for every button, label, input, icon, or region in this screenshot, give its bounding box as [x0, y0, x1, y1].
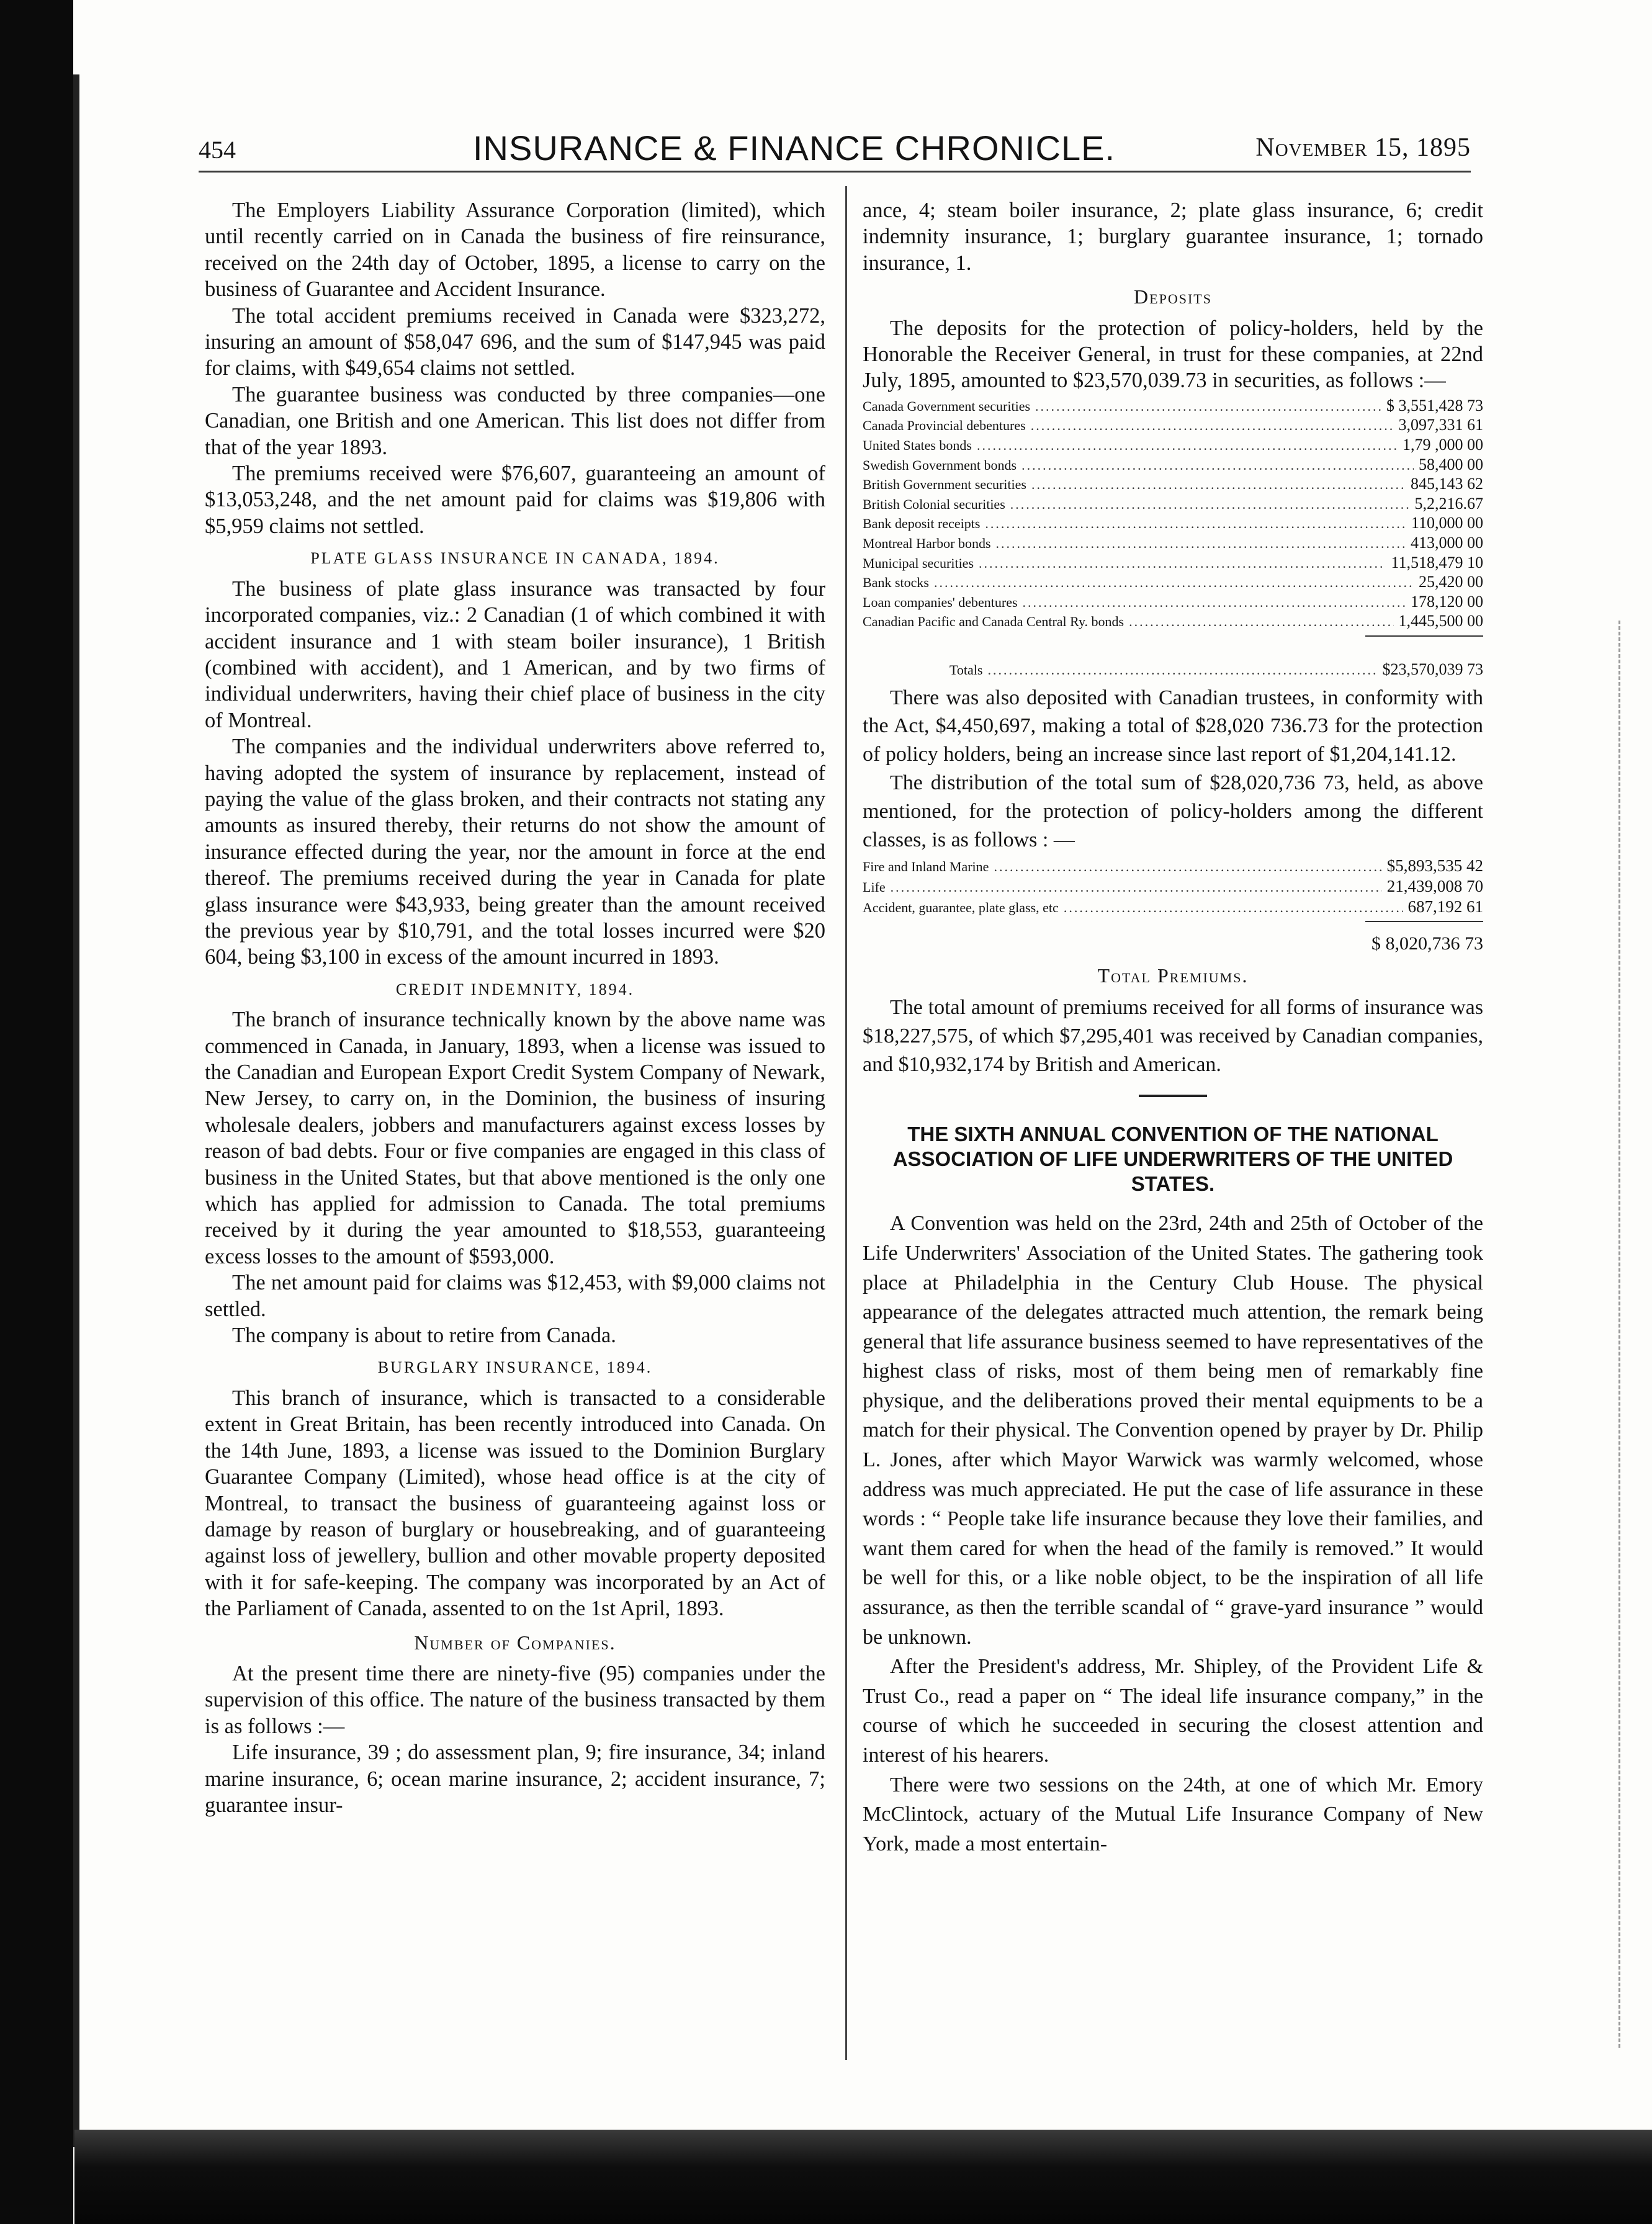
article-heading: THE SIXTH ANNUAL CONVENTION OF THE NATIONAL ASSOCIATION OF LIFE UNDERWRITERS OF THE UNITED STATES. [892, 1123, 1453, 1196]
paragraph: After the President's address, Mr. Shipley, of the Provident Life & Trust Co., read a paper on “ The ideal life insurance company,” in the course of which he succeeded in securing the closest attention and interest of his hearers. [863, 1655, 1483, 1767]
deposit-label: Canada Provincial debentures [863, 418, 1026, 434]
table-row [863, 573, 1483, 593]
table-row [863, 514, 1483, 534]
deposit-value: 25,420 00 [1419, 573, 1483, 591]
deposit-label: Loan companies' debentures [863, 594, 1018, 610]
deposit-label: Municipal securities [863, 555, 974, 571]
table-row [863, 436, 1483, 455]
table-row [863, 856, 1483, 877]
leader-dots [987, 661, 1377, 680]
table-row [863, 416, 1483, 436]
distribution-value: 21,439,008 70 [1386, 876, 1483, 895]
table-row [863, 475, 1483, 495]
paragraph: The branch of insurance technically known by the above name was commenced in Canada, in January, 1893, when a license was issued to the Canadian and European Export Credit System Company of Newark, New Jersey, to carry on, in the Dominion, the business of insuring wholesale dealers, jobbers and manufacturers against excess losses by reason of bad debts. Four or five companies are engaged in this class of business in the United States, but that above mentioned is the only one which has applied for admission to Canada. The total premiums received by it during the year amounted to $18,553, guaranteeing excess losses to the amount of $593,000. [205, 1008, 825, 1268]
deposit-value: $ 3,551,428 73 [1386, 396, 1483, 415]
publication-title: INSURANCE & FINANCE CHRONICLE. [473, 128, 1116, 168]
scan-edge-line [73, 74, 79, 2147]
leader-dots [1031, 475, 1406, 495]
page-number: 454 [199, 136, 236, 164]
leader-dots [1031, 416, 1394, 436]
deposit-value: 413,000 00 [1411, 534, 1483, 552]
table-row [863, 455, 1483, 475]
paragraph: The net amount paid for claims was $12,453, with $9,000 claims not settled. [205, 1271, 825, 1321]
leader-dots [996, 534, 1406, 554]
paragraph: Life insurance, 39 ; do assessment plan, 9; fire insurance, 34; inland marine insurance, 6; ocean marine insurance, 2; accident insurance, 7; guarantee insur- [205, 1741, 825, 1817]
distribution-total: $ 8,020,736 73 [1371, 933, 1483, 954]
deposit-value: 1,79 ,000 00 [1403, 436, 1483, 454]
article-body [863, 1209, 1483, 1859]
paragraph: The company is about to retire from Canada. [232, 1324, 616, 1348]
right-column [863, 197, 1483, 1859]
leader-dots [934, 573, 1414, 593]
paragraph: ance, 4; steam boiler insurance, 2; plate glass insurance, 6; credit indemnity insurance, 1; burglary guarantee insurance, 1; tornado insurance, 1. [863, 199, 1483, 275]
leader-dots [979, 554, 1386, 573]
section-heading-burglary: BURGLARY INSURANCE, 1894. [377, 1358, 653, 1377]
table-row [863, 897, 1483, 918]
deposit-value: 3,097,331 61 [1398, 416, 1483, 434]
leader-dots [994, 858, 1381, 877]
deposit-value: 845,143 62 [1411, 475, 1483, 493]
section-heading-credit-indemnity: CREDIT INDEMNITY, 1894. [395, 980, 635, 998]
paragraph: The distribution of the total sum of $28,020,736 73, held, as above mentioned, for the protection of policy-holders among the different classes, is as follows : — [863, 771, 1483, 851]
section-heading-number-of-companies: Number of Companies. [414, 1631, 616, 1654]
table-row [863, 397, 1483, 416]
deposit-label: Montreal Harbor bonds [863, 536, 991, 551]
deposit-value: 178,120 00 [1411, 592, 1483, 611]
table-row [863, 554, 1483, 573]
deposit-value: 11,518,479 10 [1391, 553, 1483, 572]
deposit-label: British Colonial securities [863, 496, 1005, 512]
section-heading-total-premiums: Total Premiums. [1097, 964, 1249, 987]
total-value: $23,570,039 73 [1382, 660, 1483, 678]
right-column-body [863, 684, 1483, 854]
scan-bottom-band [74, 2130, 1652, 2224]
paragraph: At the present time there are ninety-five (95) companies under the supervision of this office. The nature of the business transacted by them is as follows :— [205, 1661, 825, 1738]
leader-dots [977, 436, 1398, 455]
leader-dots [1035, 397, 1381, 416]
deposit-label: Canadian Pacific and Canada Central Ry. bonds [863, 614, 1125, 630]
distribution-value: 687,192 61 [1407, 897, 1483, 916]
deposit-value: 1,445,500 00 [1398, 612, 1483, 630]
paragraph: The total accident premiums received in Canada were $323,272, insuring an amount of $58,047 696, and the sum of $147,945 was paid for claims, with $49,654 claims not settled. [205, 303, 825, 380]
distribution-value: $5,893,535 42 [1386, 856, 1483, 876]
leader-dots [985, 514, 1406, 534]
deposit-label: Bank deposit receipts [863, 516, 981, 532]
deposit-label: British Government securities [863, 477, 1026, 493]
table-row [863, 593, 1483, 612]
sum-rule [1365, 921, 1483, 922]
deposit-label: Bank stocks [863, 575, 929, 591]
table-row [863, 612, 1483, 632]
table-row [863, 495, 1483, 514]
table-row [863, 877, 1483, 897]
paragraph: The premiums received were $76,607, guaranteeing an amount of $13,053,248, and the net amount paid for claims was $19,806 with $5,959 claims not settled. [205, 462, 825, 538]
leader-dots [891, 878, 1382, 897]
section-heading-plate-glass: PLATE GLASS INSURANCE IN CANADA, 1894. [310, 549, 720, 568]
deposit-label: Canada Government securities [863, 398, 1031, 414]
distribution-table [863, 856, 1483, 922]
paragraph: The business of plate glass insurance was transacted by four incorporated companies, viz.: 2 Canadian (1 of which combined it with accident insurance and 1 with steam boiler insurance), 1 British (combined with accident), and 1 American, and by two firms of individual underwriters, having their chief place of business in the city of Montreal. [205, 576, 825, 732]
deposit-value: 58,400 00 [1419, 455, 1483, 473]
paragraph: The companies and the individual underwriters above referred to, having adopted the system of insurance by replacement, instead of paying the value of the glass broken, and their contracts not stating any amounts as insured thereby, their returns do not show the amount of insurance effected during the year, nor the amount in force at the end thereof. The premiums received during the year in Canada for plate glass insurance were $43,933, being greater than the amount received the previous year by $10,791, and the total losses incurred were $20 604, being $3,100 in excess of the amount incurred in 1893. [205, 735, 825, 969]
article-separator [1139, 1095, 1207, 1097]
paragraph: A Convention was held on the 23rd, 24th and 25th of October of the Life Underwriters' Association of the United States. The gathering took place at Philadelphia in the Century Club House. The physical appearance of the delegates attracted much attention, the remark being general that life assurance business seemed to have representatives of the highest class of risks, most of them being men of remarkably fine physique, and the deliberations proved their mental equipments to be a match for their physical. The Convention opened by prayer by Dr. Philip L. Jones, after which Mayor Warwick was warmly welcomed, whose address was much appreciated. He put the case of life assurance in these words : “ People take life insurance because they love their families, and want them cared for when the head of the family is removed.” It would be well for this, or a like noble object, to be the inspiration of all life assurance, as then the terrible scandal of “ grave-yard insurance ” would be unknown. [863, 1212, 1483, 1649]
table-row [863, 534, 1483, 554]
distribution-label: Accident, guarantee, plate glass, etc [863, 899, 1059, 915]
total-label: Totals [949, 661, 983, 678]
section-heading-deposits: Deposits [1134, 285, 1212, 308]
paragraph: There was also deposited with Canadian trustees, in conformity with the Act, $4,450,697, making a total of $28,020 736.73 for the protection of policy holders, being an increase since last report of $1,204,141.12. [863, 686, 1483, 766]
leader-dots [1023, 593, 1406, 612]
table-row-total [863, 660, 1483, 680]
scan-edge-shadow [0, 0, 73, 2224]
column-divider [845, 186, 847, 2060]
right-column-body [863, 993, 1483, 1078]
leader-dots [1021, 456, 1414, 475]
paragraph: The Employers Liability Assurance Corporation (limited), which until recently carried on in Canada the business of fire reinsurance, received on the 24th day of October, 1895, a license to carry on the business of Guarantee and Accident Insurance. [205, 199, 825, 302]
left-column [205, 197, 825, 1818]
leader-dots [1129, 612, 1393, 632]
deposit-label: United States bonds [863, 437, 972, 454]
header-rule [199, 171, 1471, 173]
distribution-label: Fire and Inland Marine [863, 859, 989, 875]
leader-dots [1010, 495, 1410, 514]
sum-rule [1365, 635, 1483, 637]
deposits-table [863, 397, 1483, 680]
issue-date: November 15, 1895 [1255, 133, 1471, 162]
paragraph: This branch of insurance, which is transacted to a considerable extent in Great Britain, has been recently introduced into Canada. On the 14th June, 1893, a license was issued to the Dominion Burglary Guarantee Company (Limited), whose head office is at the city of Montreal, to transact the business of guaranteeing against loss or damage by reason of burglary or housebreaking, and of guaranteeing against loss of jewellery, bullion and other movable property deposited with it for safe-keeping. The company was incorporated by an Act of the Parliament of Canada, assented to on the 1st April, 1893. [205, 1386, 825, 1621]
scan-right-edge [1618, 621, 1629, 2048]
paragraph: The deposits for the protection of policy-holders, held by the Honorable the Receiver General, in trust for these companies, at 22nd July, 1895, amounted to $23,570,039.73 in securities, as follows :— [863, 316, 1483, 393]
deposit-value: 110,000 00 [1411, 514, 1483, 532]
distribution-label: Life [863, 879, 886, 895]
deposit-label: Swedish Government bonds [863, 457, 1017, 473]
page-header [199, 124, 1471, 168]
paragraph: There were two sessions on the 24th, at one of which Mr. Emory McClintock, actuary of the Mutual Life Insurance Company of New York, made a most entertain- [863, 1773, 1483, 1855]
leader-dots [1064, 899, 1403, 918]
deposit-value: 5,2,216.67 [1414, 494, 1483, 513]
paragraph: The total amount of premiums received for all forms of insurance was $18,227,575, of which $7,295,401 was received by Canadian companies, and $10,932,174 by British and American. [863, 995, 1483, 1076]
paragraph: The guarantee business was conducted by three companies—one Canadian, one British and one American. This list does not differ from that of the year 1893. [205, 382, 825, 459]
